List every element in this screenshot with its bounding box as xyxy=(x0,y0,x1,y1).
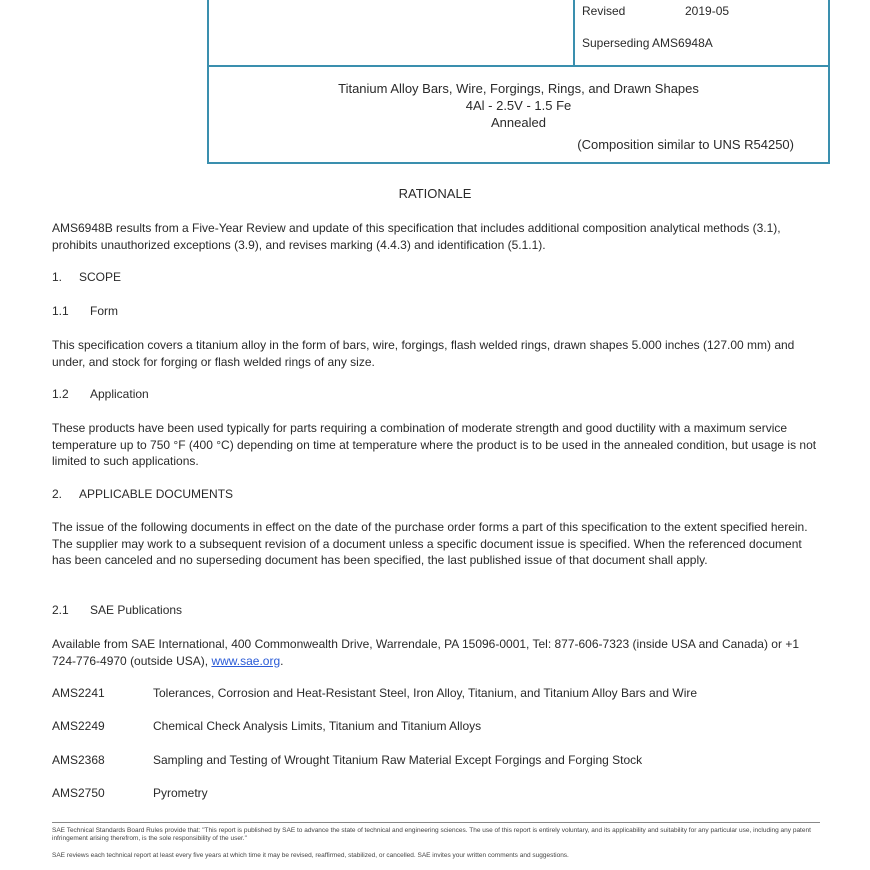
revised-date: 2019-05 xyxy=(685,4,730,18)
scope-heading: SCOPE xyxy=(79,270,122,284)
sae-heading: SAE Publications xyxy=(90,603,183,617)
rationale-heading: RATIONALE xyxy=(398,186,472,201)
scope-number: 1. xyxy=(52,270,63,284)
form-heading: Form xyxy=(90,304,118,318)
doc-title: Tolerances, Corrosion and Heat-Resistant Steel, Iron Alloy, Titanium, and Titanium Alloy Bars and Wire xyxy=(153,686,698,700)
application-text: These products have been used typically for parts requiring a combination of moderate strength and good ductility with a maximum service temperature up to 750 °F (400 °C) depending on time at temperature where the product is to be used in the annealed condition, but usage is not limited to such applications. xyxy=(52,421,817,468)
doc-title: Pyrometry xyxy=(153,786,208,800)
applicable-text: The issue of the following documents in effect on the date of the purchase order forms a part of this specification to the extent specified herein. The supplier may work to a subsequent revision of a document unless a specific document issue is specified. When the referenced document has been canceled and no superseding document has been specified, the last published issue of that document shall apply. xyxy=(52,520,808,567)
doc-code: AMS2249 xyxy=(52,719,105,733)
footer-review-notice: SAE reviews each technical report at least every five years at which time it may be revised, reaffirmed, stabilized, or cancelled. SAE invites your written comments and suggestions. xyxy=(52,852,569,859)
doc-title: Chemical Check Analysis Limits, Titanium and Titanium Alloys xyxy=(153,719,482,733)
title-line-3: Annealed xyxy=(491,115,546,130)
spec-title xyxy=(209,80,828,131)
revised-label: Revised xyxy=(582,4,626,18)
superseding-text: Superseding AMS6948A xyxy=(582,36,713,50)
sae-text xyxy=(52,636,820,669)
applicable-heading: APPLICABLE DOCUMENTS xyxy=(79,487,234,501)
doc-code: AMS2368 xyxy=(52,753,105,767)
title-line-2: 4Al - 2.5V - 1.5 Fe xyxy=(465,98,572,113)
header-divider-horizontal xyxy=(209,65,828,67)
doc-title: Sampling and Testing of Wrought Titanium Raw Material Except Forgings and Forging Stock xyxy=(153,753,643,767)
sae-website-link[interactable]: www.sae.org xyxy=(211,653,281,668)
application-number: 1.2 xyxy=(52,387,69,401)
header-box xyxy=(207,0,830,164)
footer-notice: SAE Technical Standards Board Rules provide that: "This report is published by SAE to advance the state of technical and engineering sciences. The use of this report is entirely voluntary, and its applicability and suitability for any particular use, including any patent infringement arising therefrom, is the sole responsibility of the user." xyxy=(52,827,811,842)
title-line-1: Titanium Alloy Bars, Wire, Forgings, Rings, and Drawn Shapes xyxy=(338,81,699,96)
doc-code: AMS2241 xyxy=(52,686,105,700)
sae-text-end: . xyxy=(280,653,284,668)
rationale-text: AMS6948B results from a Five-Year Review and update of this specification that includes additional composition analytical methods (3.1), prohibits unauthorized exceptions (3.9), and revises marking (4.4.3) and identification (5.1.1). xyxy=(52,221,781,252)
form-number: 1.1 xyxy=(52,304,69,318)
form-text: This specification covers a titanium alloy in the form of bars, wire, forgings, flash welded rings, drawn shapes 5.000 inches (127.00 mm) and under, and stock for forging or flash welded rings of any size. xyxy=(52,338,795,369)
application-heading: Application xyxy=(90,387,149,401)
sae-text-body: Available from SAE International, 400 Commonwealth Drive, Warrendale, PA 15096-0001, Tel: 877-606-7323 (inside USA and Canada) or +1 724-776-4970 (outside USA), xyxy=(52,637,799,668)
composition-note: (Composition similar to UNS R54250) xyxy=(577,137,794,152)
sae-number: 2.1 xyxy=(52,603,69,617)
applicable-number: 2. xyxy=(52,487,63,501)
header-divider-vertical xyxy=(573,0,575,66)
footer-divider xyxy=(52,822,820,823)
doc-code: AMS2750 xyxy=(52,786,105,800)
